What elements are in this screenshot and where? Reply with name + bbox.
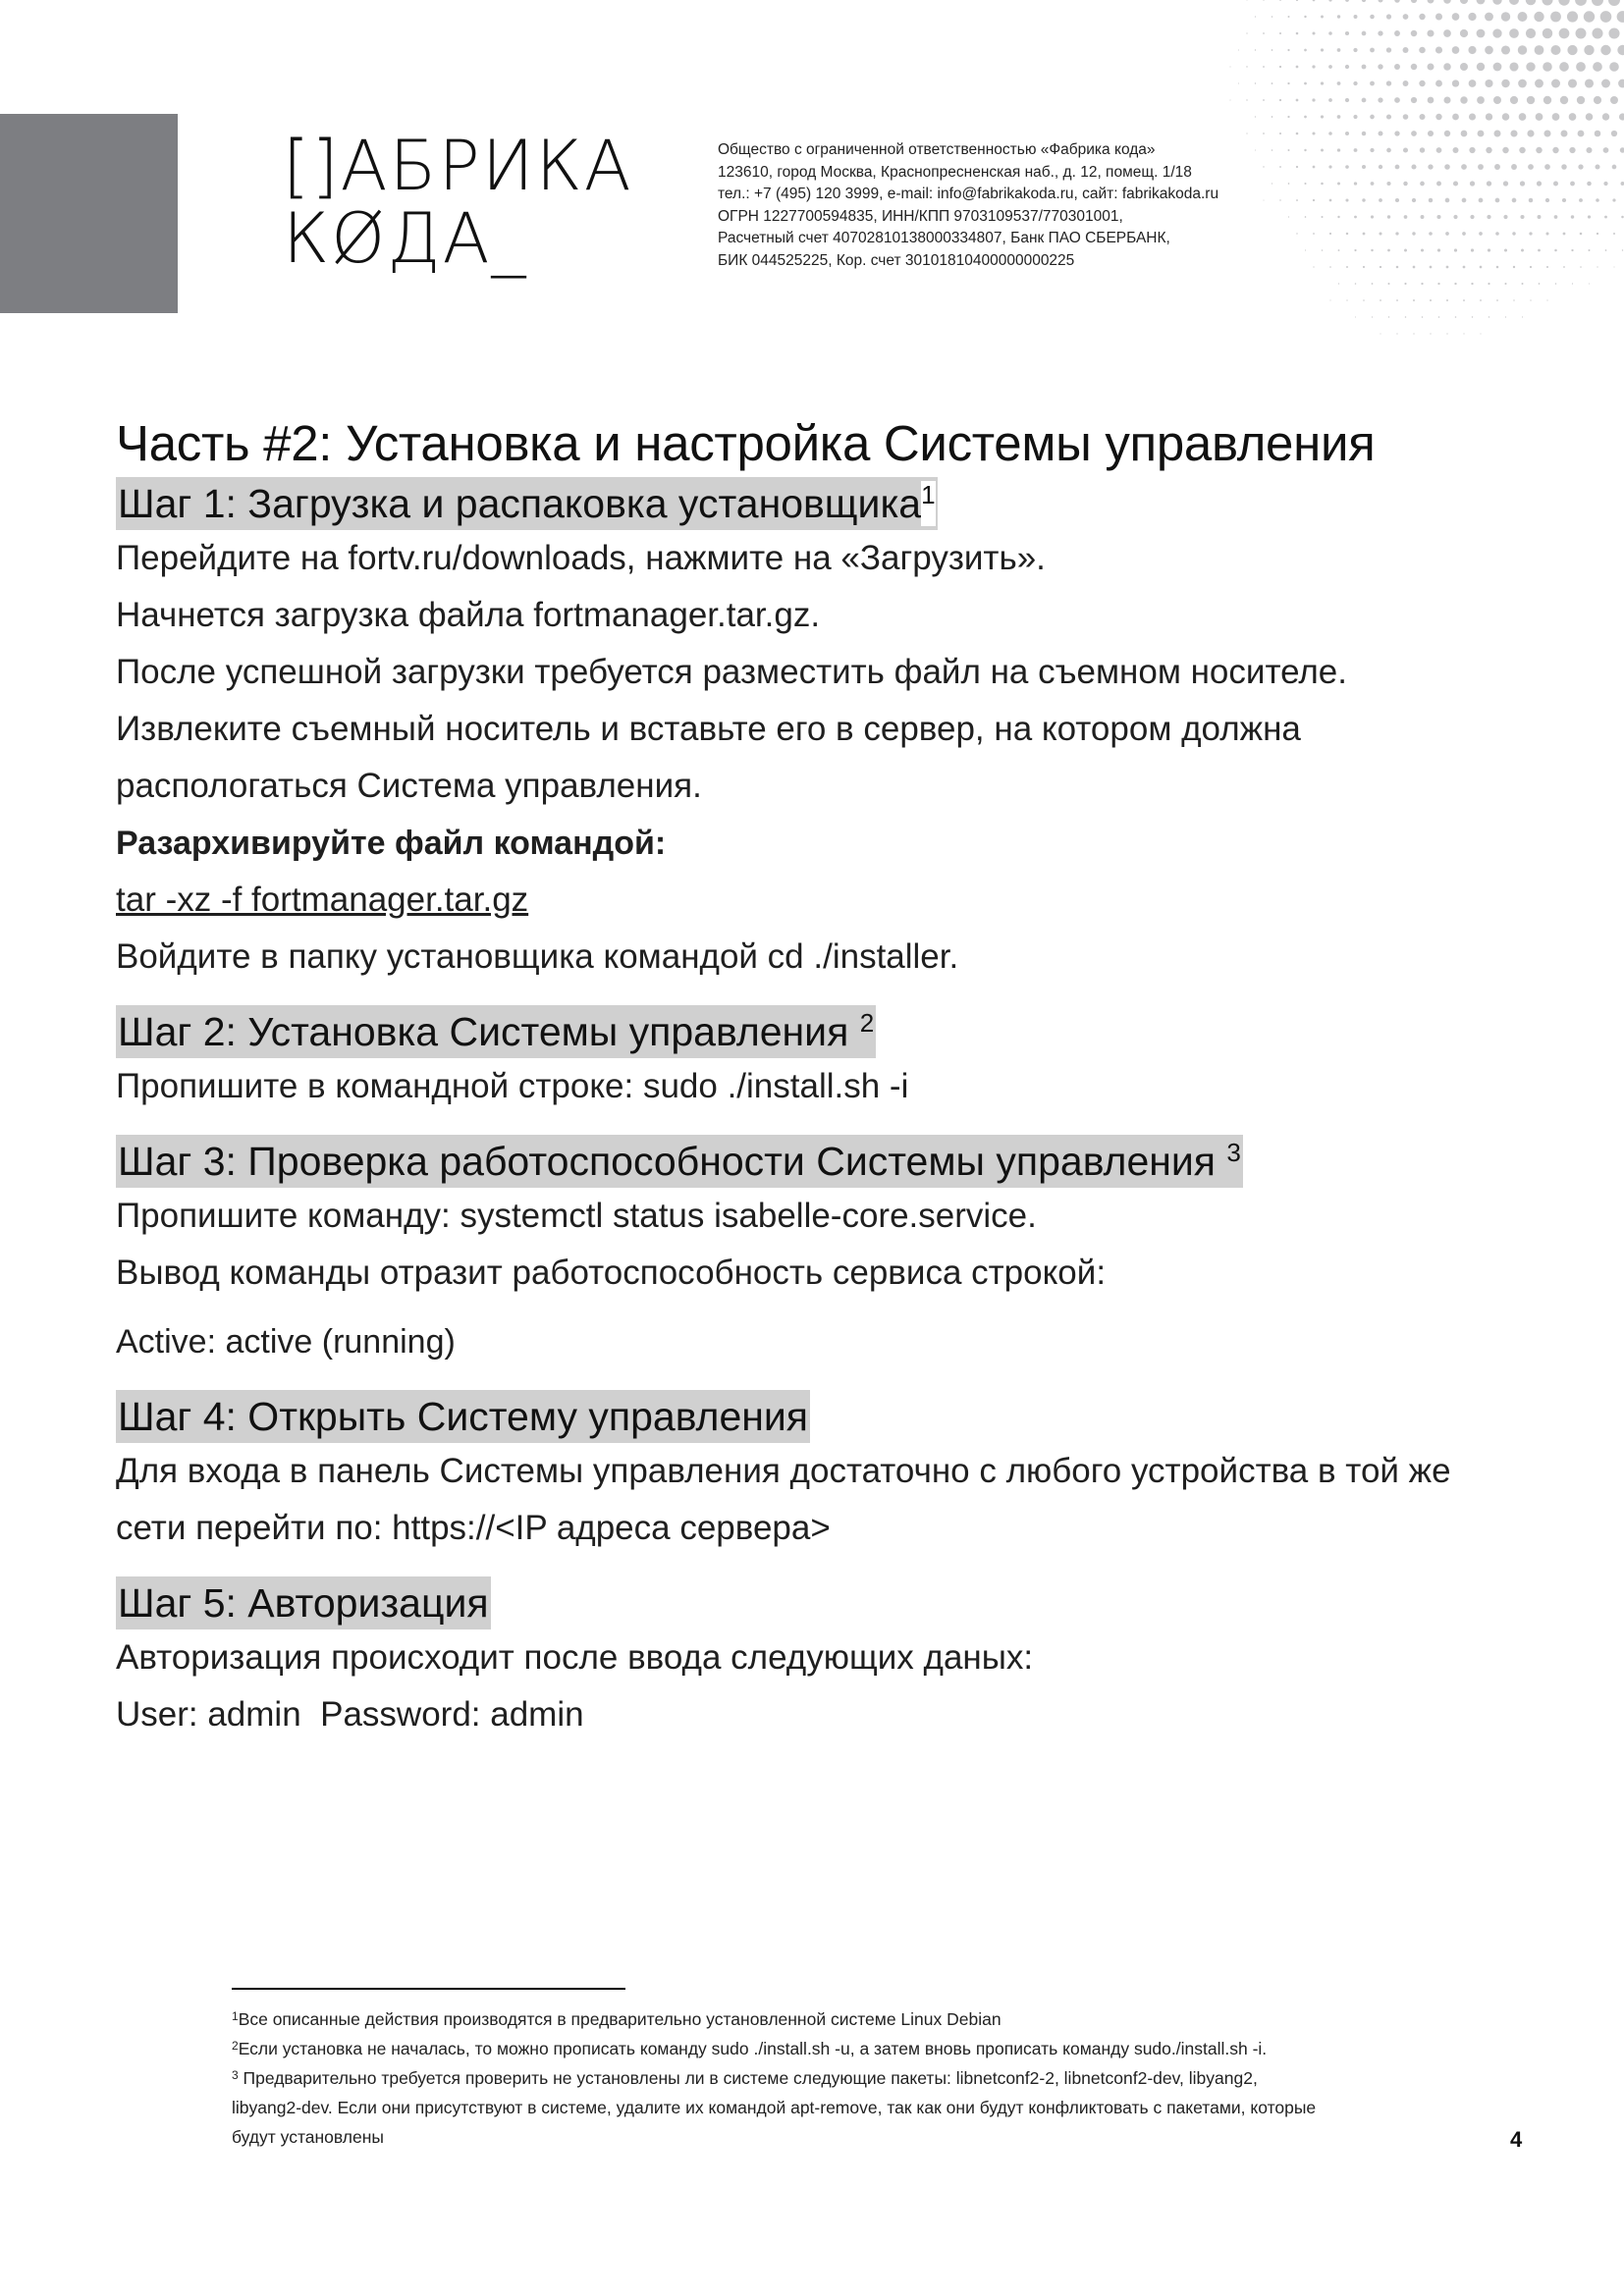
footnote-text: Если установка не началась, то можно прописать команду sudo ./install.sh -u, а затем вновь прописать команду sudo./install.sh -i. (238, 2039, 1268, 2058)
step-heading: Шаг 5: Авторизация (116, 1576, 491, 1629)
footnote-text: будут установлены (232, 2127, 384, 2147)
main-content (116, 412, 1530, 1743)
footnote-text: Все описанные действия производятся в предварительно установленной системе Linux Debian (238, 2009, 1001, 2029)
paragraph-line: Пропишите команду: systemctl status isabelle-core.service. (116, 1197, 1037, 1235)
command-text: tar -xz -f fortmanager.tar.gz (116, 881, 529, 919)
bold-instruction: Разархивируйте файл командой: (116, 825, 667, 862)
step-3 (116, 1135, 1530, 1370)
paragraph-line: сети перейти по: https://<IP адреса сервера> (116, 1509, 831, 1547)
company-line: тел.: +7 (495) 120 3999, e-mail: info@fabrikakoda.ru, сайт: fabrikakoda.ru (718, 186, 1219, 202)
step-heading (116, 1005, 876, 1058)
company-line: Расчетный счет 40702810138000334807, Банк ПАО СБЕРБАНК, (718, 230, 1170, 246)
step-heading-text: Шаг 3: Проверка работоспособности Системы управления (118, 1139, 1227, 1184)
company-line: ОГРН 1227700594835, ИНН/КПП 9703109537/770301001, (718, 207, 1123, 225)
paragraph-line: После успешной загрузки требуется разместить файл на съемном носителе. (116, 653, 1348, 691)
company-details (718, 139, 1218, 272)
paragraph-line: Вывод команды отразит работоспособность сервиса строкой: (116, 1254, 1107, 1292)
step-heading (116, 1135, 1243, 1188)
paragraph-line: распологаться Система управления. (116, 767, 702, 805)
footnote-3 (232, 2063, 1528, 2093)
step-heading: Шаг 4: Открыть Систему управления (116, 1390, 810, 1443)
company-line: Общество с ограниченной ответственностью «Фабрика кода» (718, 141, 1156, 158)
page-number: 4 (1510, 2127, 1523, 2152)
company-line: 123610, город Москва, Краснопресненская наб., д. 12, помещ. 1/18 (718, 163, 1192, 181)
paragraph-line: User: admin Password: admin (116, 1695, 584, 1734)
footnote-3-cont (232, 2122, 1528, 2152)
step-1 (116, 477, 1530, 986)
corner-decoration (0, 114, 178, 313)
footnote-3-cont (232, 2093, 1528, 2122)
footnote-separator (232, 1988, 625, 1990)
footnote-ref: 2 (859, 1008, 875, 1038)
footnote-1 (232, 2004, 1528, 2034)
paragraph-line: Войдите в папку установщика командой cd ./installer. (116, 937, 959, 976)
step-heading (116, 477, 938, 530)
paragraph-line: Пропишите в командной строке: sudo ./install.sh -i (116, 1067, 909, 1105)
paragraph-line: Для входа в панель Системы управления достаточно с любого устройства в той же (116, 1452, 1451, 1490)
footnote-number: 3 (232, 2068, 239, 2082)
step-heading-text: Шаг 2: Установка Системы управления (118, 1009, 860, 1054)
footnote-number: 1 (232, 2009, 239, 2023)
step-4 (116, 1390, 1530, 1557)
footnote-2 (232, 2034, 1528, 2063)
paragraph-line: Извлеките съемный носитель и вставьте его в сервер, на котором должна (116, 710, 1301, 748)
page-title: Часть #2: Установка и настройка Системы управления (116, 415, 1376, 471)
footnote-number: 2 (232, 2039, 239, 2053)
paragraph-line: Авторизация происходит после ввода следующих даных: (116, 1638, 1034, 1677)
step-heading-text: Шаг 1: Загрузка и распаковка установщика (118, 481, 922, 526)
footnote-ref: 1 (921, 480, 936, 509)
paragraph-line: Перейдите на fortv.ru/downloads, нажмите на «Загрузить». (116, 539, 1046, 577)
step-5 (116, 1576, 1530, 1743)
status-line: Active: active (running) (116, 1323, 456, 1361)
paragraph-line: Начнется загрузка файла fortmanager.tar.gz. (116, 596, 821, 634)
footnotes (232, 2004, 1528, 2152)
logo-line-2: КØДА_ (283, 198, 528, 279)
step-2 (116, 1005, 1530, 1115)
footnote-text: libyang2-dev. Если они присутствуют в системе, удалите их командой apt-remove, так как они будут конфликтовать с пакетами, которые (232, 2098, 1317, 2117)
footnote-ref: 3 (1226, 1138, 1241, 1167)
footnote-text: Предварительно требуется проверить не установлены ли в системе следующие пакеты: libnetconf2-2, libnetconf2-dev, libyang2, (238, 2068, 1258, 2088)
logo-line-1: []АБРИКА (283, 126, 633, 206)
company-logo (283, 126, 633, 279)
company-line: БИК 044525225, Кор. счет 30101810400000000225 (718, 251, 1075, 269)
